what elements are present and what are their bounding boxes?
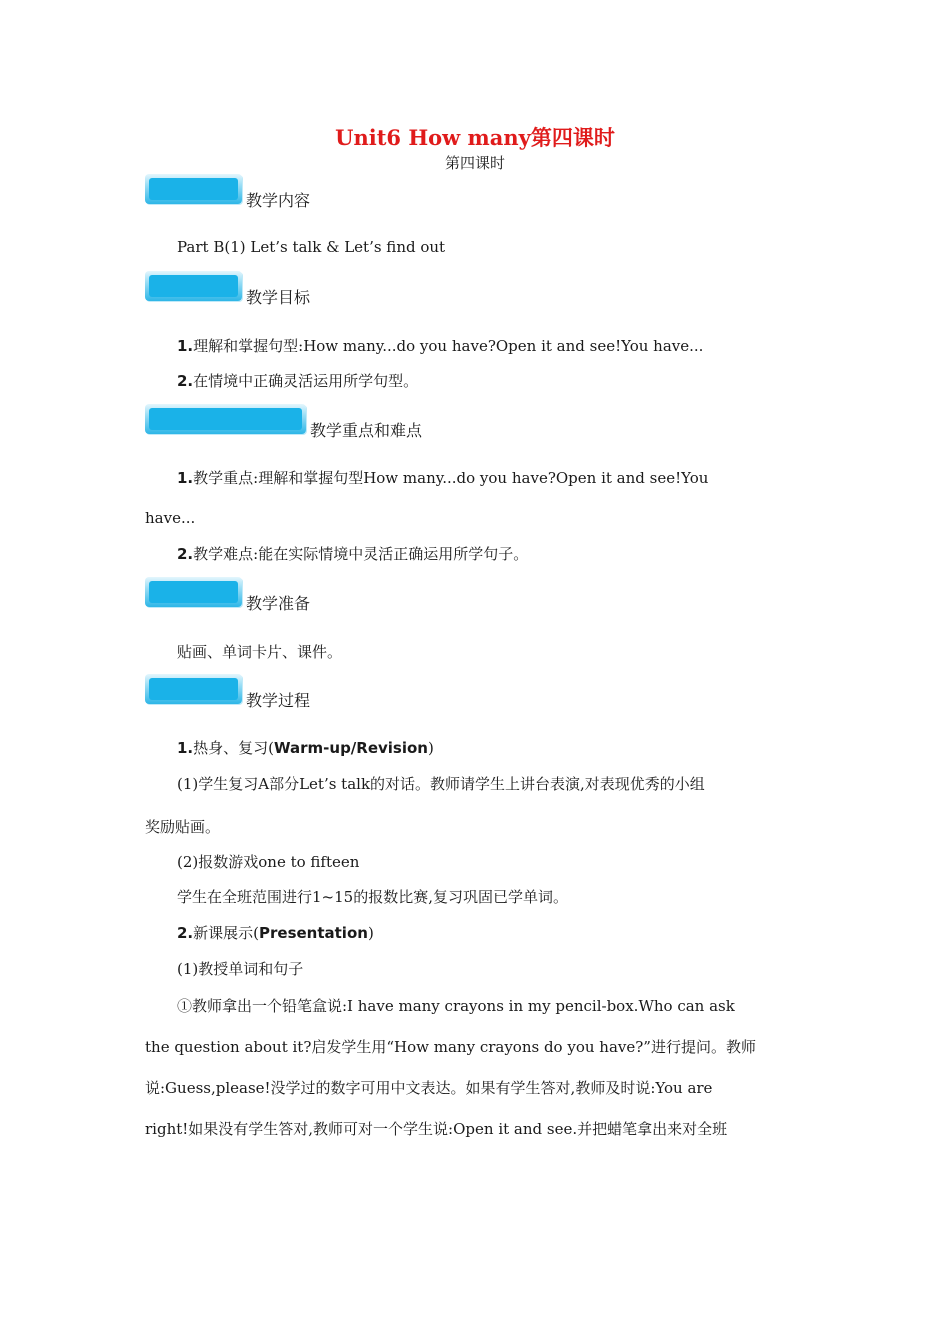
list-number: 1. xyxy=(177,469,194,487)
list-number: 2. xyxy=(177,924,194,942)
page-title: Unit6 How many第四课时 xyxy=(335,125,615,150)
list-number: 2. xyxy=(177,545,194,563)
section-heading-content: 教学内容 xyxy=(246,191,311,210)
paragraph-4-line-3: 说:Guess,please!没学过的数字可用中文表达。如果有学生答对,教师及时说:You are xyxy=(145,1079,713,1097)
list-text: 理解和掌握句型:How many...do you have?Open it and see!You have... xyxy=(193,337,704,355)
section-marker xyxy=(145,404,306,434)
paragraph-2-line-2: 学生在全班范围进行1~15的报数比赛,复习巩固已学单词。 xyxy=(177,888,568,906)
list-text: 教学重点:理解和掌握句型How many...do you have?Open it and see!You xyxy=(193,469,709,487)
step-text-end: ) xyxy=(367,924,374,942)
section-marker xyxy=(145,271,242,301)
step-text: 热身、复习( xyxy=(193,739,274,757)
keypoint-item-2 xyxy=(177,543,528,564)
paragraph-4-line-1: ①教师拿出一个铅笔盒说:I have many crayons in my pencil-box.Who can ask xyxy=(177,997,735,1015)
keypoint-item-1-cont: have... xyxy=(145,509,196,527)
paragraph-3: (1)教授单词和句子 xyxy=(177,960,304,978)
process-step-2 xyxy=(177,922,374,943)
section-heading-preparation: 教学准备 xyxy=(246,594,311,613)
list-text: 在情境中正确灵活运用所学句型。 xyxy=(193,372,419,390)
section-marker xyxy=(145,174,242,204)
paragraph-1-line-2: 奖励贴画。 xyxy=(145,818,221,836)
paragraph-4-line-4: right!如果没有学生答对,教师可对一个学生说:Open it and see.并把蜡笔拿出来对全班 xyxy=(145,1120,728,1138)
list-text: 教学难点:能在实际情境中灵活正确运用所学句子。 xyxy=(193,545,529,563)
step-text: 新课展示( xyxy=(193,924,259,942)
list-number: 1. xyxy=(177,337,194,355)
paragraph-1-line-1: (1)学生复习A部分Let’s talk的对话。教师请学生上讲台表演,对表现优秀的小组 xyxy=(177,775,705,793)
step-english: Warm-up/Revision xyxy=(274,739,428,757)
paragraph-2-line-1: (2)报数游戏one to fifteen xyxy=(177,853,360,871)
goal-item-2 xyxy=(177,370,418,391)
page-subtitle: 第四课时 xyxy=(444,154,505,172)
section-heading-keypoints: 教学重点和难点 xyxy=(310,421,423,440)
paragraph-4-line-2: the question about it?启发学生用“How many crayons do you have?”进行提问。教师 xyxy=(145,1038,756,1056)
section-heading-goals: 教学目标 xyxy=(246,288,311,307)
step-text-end: ) xyxy=(427,739,434,757)
preparation-text: 贴画、单词卡片、课件。 xyxy=(177,643,343,661)
section-marker xyxy=(145,577,242,607)
step-english: Presentation xyxy=(259,924,368,942)
section-heading-process: 教学过程 xyxy=(246,691,311,710)
goal-item-1 xyxy=(177,335,703,356)
list-number: 2. xyxy=(177,372,194,390)
section-marker xyxy=(145,674,242,704)
keypoint-item-1 xyxy=(177,467,708,488)
content-text: Part B(1) Let’s talk & Let’s find out xyxy=(177,238,446,256)
process-step-1 xyxy=(177,737,434,758)
list-number: 1. xyxy=(177,739,194,757)
